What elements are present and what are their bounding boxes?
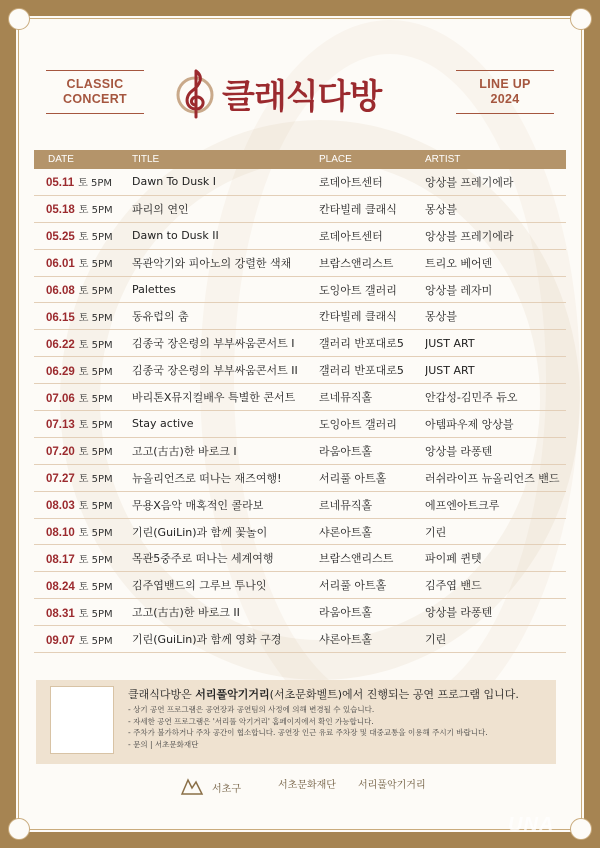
date-value: 08.17 — [46, 553, 75, 566]
cell-place: 로데아트센터 — [319, 175, 383, 189]
poster-header — [36, 56, 564, 126]
cell-title: 고고(古古)한 바로크 II — [132, 606, 240, 620]
notice-item: - 주차가 불가하거나 주차 공간이 협소합니다. 공연장 인근 유료 주차장 및 대중교통을 이용해 주시기 바랍니다. — [128, 728, 488, 737]
cell-date — [34, 416, 132, 431]
date-value: 07.20 — [46, 446, 75, 459]
lineup-table — [34, 150, 566, 653]
cell-artist: 앙상블 라퐁텐 — [425, 444, 493, 458]
time-value: 토 5PM — [78, 178, 113, 190]
corner-ornament — [8, 818, 30, 840]
cell-artist: 에프엔아트크루 — [425, 498, 500, 512]
tag-line: 2024 — [490, 92, 520, 106]
cell-title: Palettes — [132, 283, 176, 296]
cell-artist: 김주엽 밴드 — [425, 579, 482, 593]
qr-code-placeholder — [50, 686, 114, 754]
cell-place: 샤론아트홀 — [319, 633, 373, 647]
cell-title: 김종국 장은령의 부부싸움콘서트 II — [132, 364, 298, 378]
table-row — [34, 411, 566, 438]
cell-place: 갤러리 반포대로5 — [319, 364, 404, 378]
date-value: 06.08 — [46, 285, 75, 297]
column-header-date: DATE — [48, 154, 74, 165]
cell-title: Stay active — [132, 417, 194, 431]
notice-item: - 문의 | 서초문화재단 — [128, 739, 199, 749]
table-row — [34, 303, 566, 330]
corner-ornament — [8, 8, 30, 30]
cell-title: 동유럽의 춤 — [132, 310, 189, 324]
time-value: 토 5PM — [78, 581, 113, 593]
table-row — [34, 357, 566, 384]
cell-title: Dawn To Dusk I — [132, 175, 217, 189]
table-row — [34, 384, 566, 411]
table-row — [34, 277, 566, 304]
notice-headline — [128, 686, 519, 702]
cell-place: 라움아트홀 — [319, 444, 373, 458]
cell-place: 르네뮤직홀 — [319, 498, 373, 512]
table-row — [34, 519, 566, 546]
column-header-place: PLACE — [319, 154, 352, 165]
cell-place: 로데아트센터 — [319, 229, 383, 243]
time-value: 토 5PM — [78, 312, 113, 324]
logo-text: 서리풀악기거리 — [358, 780, 426, 791]
date-value: 05.11 — [46, 177, 75, 190]
date-value: 08.24 — [46, 580, 75, 593]
cell-date — [34, 632, 132, 647]
date-value: 05.25 — [46, 231, 75, 244]
cell-title: 김종국 장은령의 부부싸움콘서트 I — [132, 337, 295, 351]
cell-artist: 앙상블 라퐁텐 — [425, 606, 493, 620]
time-value: 토 5PM — [78, 608, 113, 620]
notice-suffix: (서초문화벨트)에서 진행되는 공연 프로그램 입니다. — [269, 688, 519, 701]
cell-date — [34, 363, 132, 378]
seocho-gu-logo — [180, 776, 241, 798]
instrument-street-logo — [358, 776, 426, 791]
cell-title: 목관5중주로 떠나는 세계여행 — [132, 552, 274, 566]
date-value: 07.27 — [46, 473, 75, 486]
cell-title: 목관악기와 피아노의 강렬한 색채 — [132, 256, 292, 270]
time-value: 토 5PM — [78, 393, 113, 405]
table-row — [34, 572, 566, 599]
cell-title: 기린(GuiLin)과 함께 영화 구경 — [132, 633, 282, 647]
date-value: 07.06 — [46, 392, 75, 405]
date-value: 08.03 — [46, 500, 75, 513]
cell-date — [34, 443, 132, 458]
tag-line: CONCERT — [63, 92, 127, 106]
cell-date — [34, 497, 132, 512]
table-row — [34, 250, 566, 277]
cell-title: Dawn to Dusk II — [132, 229, 219, 243]
notice-list — [128, 704, 488, 750]
time-value: 토 5PM — [78, 232, 113, 244]
cell-artist: JUST ART — [425, 363, 475, 377]
cell-title: 파리의 연인 — [132, 202, 189, 216]
corner-ornament — [570, 818, 592, 840]
cell-date — [34, 336, 132, 351]
cell-artist: 앙상블 레자미 — [425, 283, 493, 297]
logo-text: 서초구 — [212, 783, 241, 795]
table-body — [34, 169, 566, 653]
classic-concert-tag — [46, 70, 144, 114]
table-row — [34, 599, 566, 626]
cell-place: 칸타빌레 클래식 — [319, 202, 397, 216]
time-value: 토 5PM — [78, 205, 113, 217]
cell-place: 브람스앤리스트 — [319, 256, 394, 270]
date-value: 08.31 — [46, 607, 75, 620]
cell-artist: 몽상블 — [425, 202, 457, 216]
cell-date — [34, 228, 132, 243]
notice-prefix: 클래식다방은 — [128, 688, 196, 701]
line-up-tag — [456, 70, 554, 114]
corner-ornament — [570, 8, 592, 30]
cell-artist: 기린 — [425, 633, 447, 647]
sponsor-logos — [0, 772, 600, 802]
table-row — [34, 626, 566, 653]
time-value: 토 5PM — [78, 474, 113, 486]
cell-date — [34, 390, 132, 405]
cell-date — [34, 255, 132, 270]
time-value: 토 5PM — [78, 501, 113, 513]
time-value: 토 5PM — [78, 554, 113, 566]
cell-place: 브람스앤리스트 — [319, 552, 394, 566]
cell-place: 르네뮤직홀 — [319, 391, 373, 405]
cell-date — [34, 174, 132, 189]
cell-artist: 몽상블 — [425, 310, 457, 324]
cell-place: 갤러리 반포대로5 — [319, 337, 404, 351]
cell-place: 서리풀 아트홀 — [319, 579, 387, 593]
cell-title: 무용X음악 매혹적인 콜라보 — [132, 498, 264, 512]
cell-date — [34, 605, 132, 620]
table-row — [34, 196, 566, 223]
cell-date — [34, 201, 132, 216]
time-value: 토 5PM — [78, 528, 113, 540]
cell-title: 고고(古古)한 바로크 I — [132, 444, 237, 458]
cell-date — [34, 524, 132, 539]
cell-date — [34, 470, 132, 485]
cell-title: 기린(GuiLin)과 함께 꽃놀이 — [132, 525, 268, 539]
cell-artist: 앙상블 프레기에라 — [425, 175, 514, 189]
tag-line: CLASSIC — [66, 77, 124, 91]
cell-place: 도잉아트 갤러리 — [319, 417, 397, 431]
seocho-foundation-logo — [278, 776, 336, 791]
table-header — [34, 150, 566, 169]
cell-artist: 러쉬라이프 뉴올리언즈 밴드 — [425, 471, 560, 485]
table-row — [34, 169, 566, 196]
cell-artist: 파이페 퀸텟 — [425, 552, 482, 566]
cell-title: 김주엽밴드의 그루브 투나잇 — [132, 579, 267, 593]
date-value: 09.07 — [46, 634, 75, 647]
cell-artist: 트리오 베어덴 — [425, 256, 493, 270]
date-value: 06.01 — [46, 258, 75, 271]
time-value: 토 5PM — [78, 635, 113, 647]
logo — [174, 64, 434, 122]
cell-title: 바리톤X뮤지컬배우 특별한 콘서트 — [132, 391, 296, 405]
table-row — [34, 438, 566, 465]
time-value: 토 5PM — [78, 286, 113, 297]
treble-clef-icon — [174, 67, 216, 119]
cell-artist: 안갑성-김민주 듀오 — [425, 391, 518, 405]
poster-title: 클래식다방 — [222, 76, 382, 117]
time-value: 토 5PM — [78, 420, 113, 432]
cell-place: 칸타빌레 클래식 — [319, 310, 397, 324]
column-header-title: TITLE — [132, 154, 160, 165]
time-value: 토 5PM — [78, 339, 113, 351]
table-row — [34, 465, 566, 492]
notice-item: - 상기 공연 프로그램은 공연장과 공연팀의 사정에 의해 변경될 수 있습니다. — [128, 705, 375, 714]
table-row — [34, 223, 566, 250]
date-value: 05.18 — [46, 204, 75, 217]
cell-date — [34, 282, 132, 297]
notice-box — [36, 680, 556, 764]
cell-place: 서리풀 아트홀 — [319, 471, 387, 485]
cell-date — [34, 309, 132, 324]
cell-place: 도잉아트 갤러리 — [319, 283, 397, 297]
table-row — [34, 330, 566, 357]
una-watermark: UNA — [508, 814, 555, 836]
date-value: 06.29 — [46, 365, 75, 378]
date-value: 08.10 — [46, 527, 75, 540]
cell-artist: JUST ART — [425, 336, 475, 350]
date-value: 06.15 — [46, 311, 75, 324]
cell-place: 샤론아트홀 — [319, 525, 373, 539]
time-value: 토 5PM — [78, 366, 113, 378]
cell-artist: 기린 — [425, 525, 447, 539]
cell-date — [34, 578, 132, 593]
cell-artist: 앙상블 프레기에라 — [425, 229, 514, 243]
table-row — [34, 545, 566, 572]
table-row — [34, 492, 566, 519]
notice-item: - 자세한 공연 프로그램은 '서리풀 악기거리' 홈페이지에서 확인 가능합니다. — [128, 716, 374, 726]
cell-date — [34, 551, 132, 566]
time-value: 토 5PM — [78, 447, 113, 459]
logo-text: 서초문화재단 — [278, 780, 336, 791]
tag-line: LINE UP — [479, 77, 531, 91]
date-value: 07.13 — [46, 419, 75, 432]
cell-artist: 아템파우제 앙상블 — [425, 417, 514, 431]
seocho-mountain-icon — [180, 776, 206, 798]
date-value: 06.22 — [46, 338, 75, 351]
column-header-artist: ARTIST — [425, 154, 461, 165]
cell-place: 라움아트홀 — [319, 606, 373, 620]
notice-bold: 서리풀악기거리 — [195, 688, 270, 701]
time-value: 토 5PM — [78, 259, 113, 271]
cell-title: 뉴올리언즈로 떠나는 재즈여행! — [132, 471, 282, 485]
